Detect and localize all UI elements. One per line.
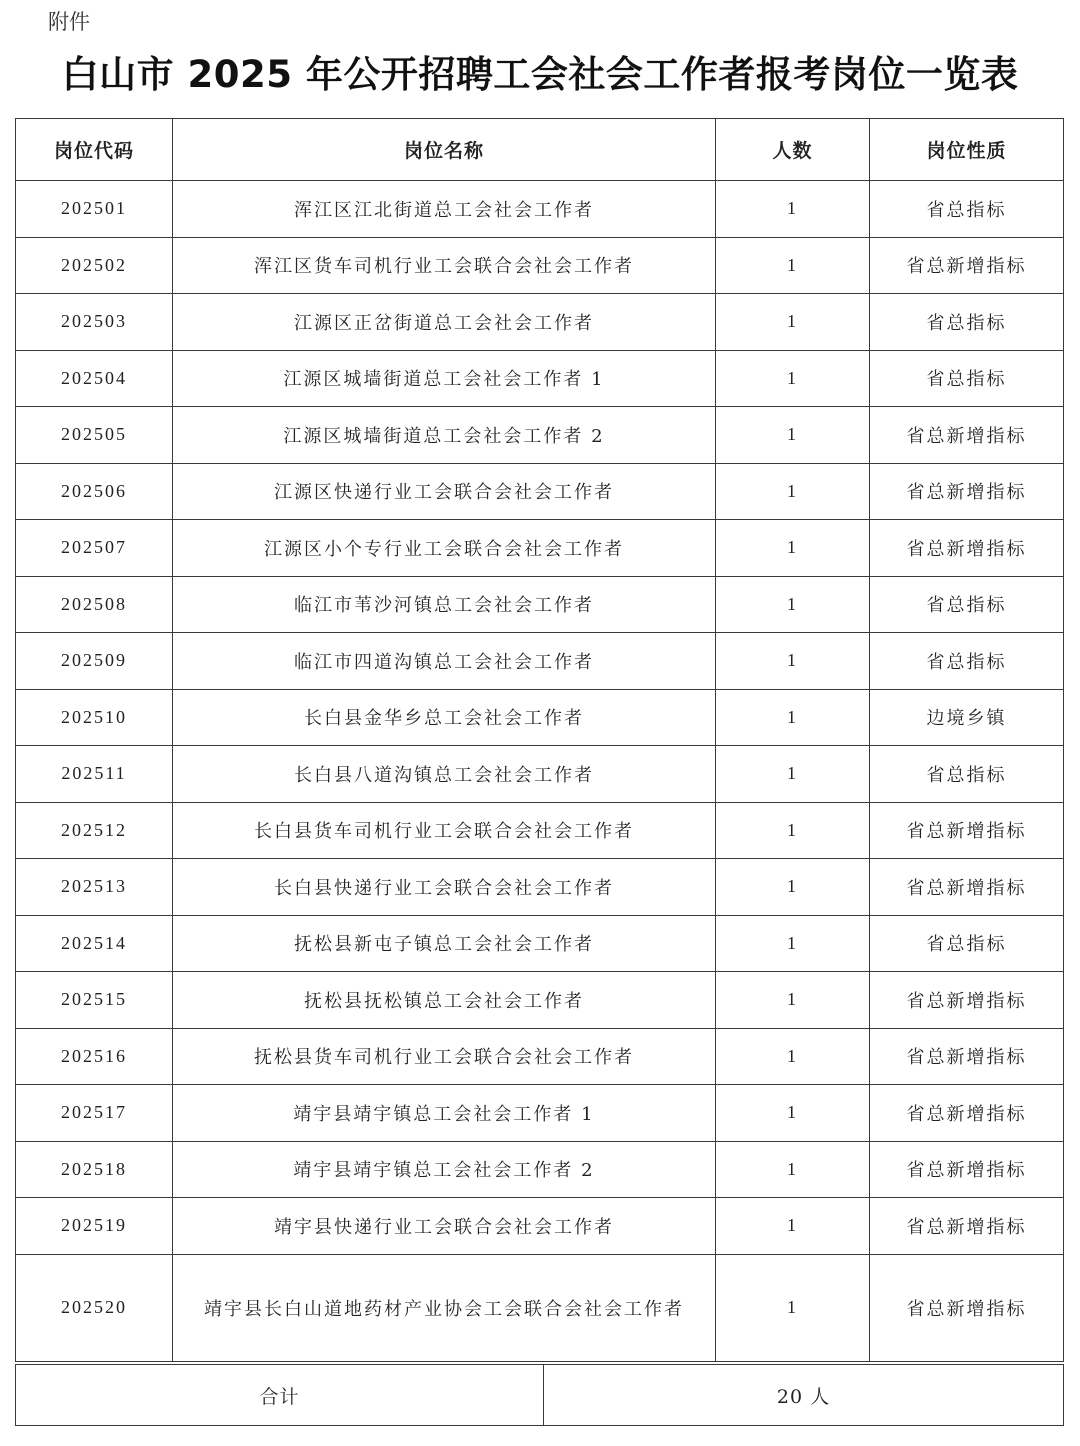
name-cell: 江源区城墙街道总工会社会工作者 2 bbox=[173, 407, 716, 464]
code-cell: 202516 bbox=[16, 1028, 173, 1085]
table-row bbox=[16, 576, 1064, 633]
count-cell: 1 bbox=[716, 689, 870, 746]
table-row bbox=[16, 633, 1064, 690]
count-cell: 1 bbox=[716, 802, 870, 859]
type-cell: 省总指标 bbox=[870, 576, 1064, 633]
document-title: 白山市 2025 年公开招聘工会社会工作者报考岗位一览表 bbox=[61, 53, 1019, 96]
name-cell: 浑江区货车司机行业工会联合会社会工作者 bbox=[173, 237, 716, 294]
count-cell: 1 bbox=[716, 1198, 870, 1255]
code-cell: 202520 bbox=[16, 1254, 173, 1361]
code-cell: 202517 bbox=[16, 1085, 173, 1142]
type-cell: 省总新增指标 bbox=[870, 972, 1064, 1029]
count-cell: 1 bbox=[716, 633, 870, 690]
name-cell: 临江市苇沙河镇总工会社会工作者 bbox=[173, 576, 716, 633]
count-cell: 1 bbox=[716, 972, 870, 1029]
type-cell: 省总新增指标 bbox=[870, 520, 1064, 577]
header-name: 岗位名称 bbox=[173, 119, 716, 181]
code-cell: 202510 bbox=[16, 689, 173, 746]
code-cell: 202503 bbox=[16, 294, 173, 351]
table-row bbox=[16, 350, 1064, 407]
table-row bbox=[16, 972, 1064, 1029]
name-cell: 长白县快递行业工会联合会社会工作者 bbox=[173, 859, 716, 916]
count-cell: 1 bbox=[716, 294, 870, 351]
total-table bbox=[15, 1364, 1064, 1426]
table-row bbox=[16, 1141, 1064, 1198]
name-cell: 长白县金华乡总工会社会工作者 bbox=[173, 689, 716, 746]
table-row bbox=[16, 1028, 1064, 1085]
table-row bbox=[16, 237, 1064, 294]
type-cell: 省总指标 bbox=[870, 915, 1064, 972]
table-row bbox=[16, 407, 1064, 464]
type-cell: 省总新增指标 bbox=[870, 802, 1064, 859]
table-row bbox=[16, 181, 1064, 238]
total-row bbox=[16, 1365, 1064, 1426]
name-cell: 抚松县新屯子镇总工会社会工作者 bbox=[173, 915, 716, 972]
code-cell: 202507 bbox=[16, 520, 173, 577]
name-cell: 浑江区江北街道总工会社会工作者 bbox=[173, 181, 716, 238]
code-cell: 202508 bbox=[16, 576, 173, 633]
header-code: 岗位代码 bbox=[16, 119, 173, 181]
table-row bbox=[16, 802, 1064, 859]
code-cell: 202512 bbox=[16, 802, 173, 859]
table-header-row bbox=[16, 119, 1064, 181]
code-cell: 202505 bbox=[16, 407, 173, 464]
code-cell: 202509 bbox=[16, 633, 173, 690]
count-cell: 1 bbox=[716, 520, 870, 577]
type-cell: 省总新增指标 bbox=[870, 1254, 1064, 1361]
type-cell: 省总新增指标 bbox=[870, 859, 1064, 916]
name-cell: 江源区城墙街道总工会社会工作者 1 bbox=[173, 350, 716, 407]
type-cell: 省总指标 bbox=[870, 294, 1064, 351]
name-cell: 长白县货车司机行业工会联合会社会工作者 bbox=[173, 802, 716, 859]
table-row bbox=[16, 689, 1064, 746]
type-cell: 省总指标 bbox=[870, 633, 1064, 690]
code-cell: 202506 bbox=[16, 463, 173, 520]
name-cell: 抚松县抚松镇总工会社会工作者 bbox=[173, 972, 716, 1029]
table-row bbox=[16, 915, 1064, 972]
count-cell: 1 bbox=[716, 407, 870, 464]
name-cell: 靖宇县靖宇镇总工会社会工作者 1 bbox=[173, 1085, 716, 1142]
table-row bbox=[16, 294, 1064, 351]
table-row bbox=[16, 1198, 1064, 1255]
count-cell: 1 bbox=[716, 463, 870, 520]
type-cell: 省总新增指标 bbox=[870, 1141, 1064, 1198]
table-row bbox=[16, 1085, 1064, 1142]
name-cell: 江源区快递行业工会联合会社会工作者 bbox=[173, 463, 716, 520]
table-row bbox=[16, 746, 1064, 803]
name-cell: 长白县八道沟镇总工会社会工作者 bbox=[173, 746, 716, 803]
name-cell: 临江市四道沟镇总工会社会工作者 bbox=[173, 633, 716, 690]
name-cell: 靖宇县长白山道地药材产业协会工会联合会社会工作者 bbox=[173, 1254, 716, 1361]
code-cell: 202501 bbox=[16, 181, 173, 238]
count-cell: 1 bbox=[716, 1085, 870, 1142]
type-cell: 省总指标 bbox=[870, 181, 1064, 238]
total-label: 合计 bbox=[16, 1365, 544, 1426]
type-cell: 省总指标 bbox=[870, 746, 1064, 803]
type-cell: 省总新增指标 bbox=[870, 407, 1064, 464]
count-cell: 1 bbox=[716, 1028, 870, 1085]
code-cell: 202514 bbox=[16, 915, 173, 972]
type-cell: 省总指标 bbox=[870, 350, 1064, 407]
table-row bbox=[16, 463, 1064, 520]
type-cell: 省总新增指标 bbox=[870, 1198, 1064, 1255]
count-cell: 1 bbox=[716, 576, 870, 633]
name-cell: 抚松县货车司机行业工会联合会社会工作者 bbox=[173, 1028, 716, 1085]
name-cell: 靖宇县靖宇镇总工会社会工作者 2 bbox=[173, 1141, 716, 1198]
code-cell: 202519 bbox=[16, 1198, 173, 1255]
type-cell: 省总新增指标 bbox=[870, 1028, 1064, 1085]
code-cell: 202511 bbox=[16, 746, 173, 803]
table-body bbox=[16, 181, 1064, 1362]
type-cell: 边境乡镇 bbox=[870, 689, 1064, 746]
code-cell: 202502 bbox=[16, 237, 173, 294]
table-row bbox=[16, 520, 1064, 577]
code-cell: 202513 bbox=[16, 859, 173, 916]
name-cell: 江源区小个专行业工会联合会社会工作者 bbox=[173, 520, 716, 577]
type-cell: 省总新增指标 bbox=[870, 1085, 1064, 1142]
count-cell: 1 bbox=[716, 350, 870, 407]
count-cell: 1 bbox=[716, 181, 870, 238]
count-cell: 1 bbox=[716, 1141, 870, 1198]
count-cell: 1 bbox=[716, 859, 870, 916]
count-cell: 1 bbox=[716, 237, 870, 294]
name-cell: 江源区正岔街道总工会社会工作者 bbox=[173, 294, 716, 351]
name-cell: 靖宇县快递行业工会联合会社会工作者 bbox=[173, 1198, 716, 1255]
count-cell: 1 bbox=[716, 915, 870, 972]
count-cell: 1 bbox=[716, 1254, 870, 1361]
total-value: 20 人 bbox=[544, 1365, 1064, 1426]
type-cell: 省总新增指标 bbox=[870, 463, 1064, 520]
code-cell: 202518 bbox=[16, 1141, 173, 1198]
type-cell: 省总新增指标 bbox=[870, 237, 1064, 294]
code-cell: 202504 bbox=[16, 350, 173, 407]
attachment-label: 附件 bbox=[48, 10, 90, 34]
code-cell: 202515 bbox=[16, 972, 173, 1029]
header-count: 人数 bbox=[716, 119, 870, 181]
table-row bbox=[16, 1254, 1064, 1361]
count-cell: 1 bbox=[716, 746, 870, 803]
positions-table bbox=[15, 118, 1064, 1362]
header-type: 岗位性质 bbox=[870, 119, 1064, 181]
table-row bbox=[16, 859, 1064, 916]
